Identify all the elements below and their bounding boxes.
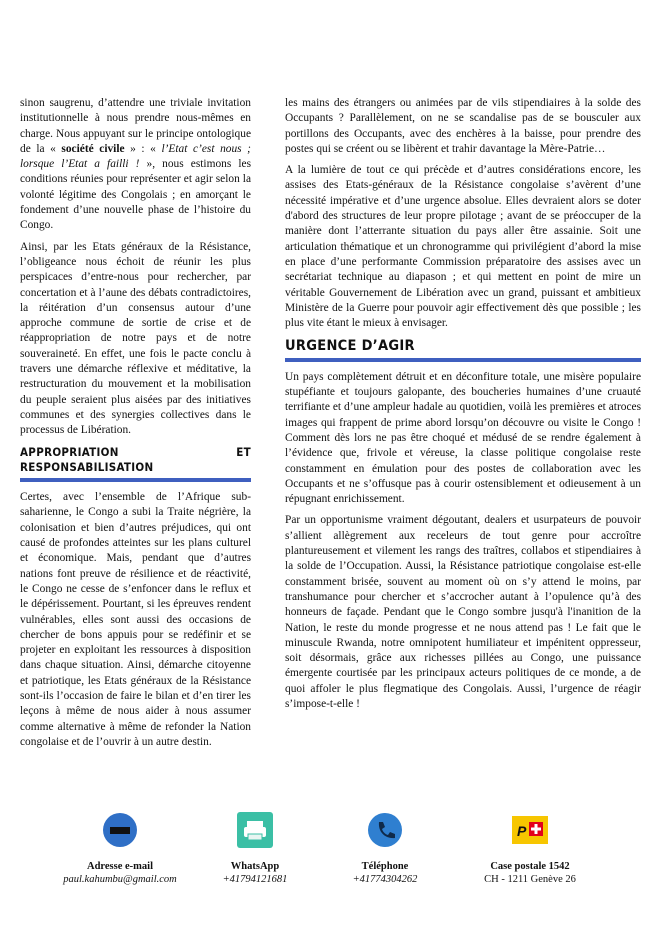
- left-paragraph-2: Ainsi, par les Etats généraux de la Résistance, l’obligeance nous échoit de réunir les plus perspicaces d’entre-nous pour rechercher, par concertation et à l’aune des débats contradictoires, la réitération d’un consensus autour d’une approche commune de sortie de crise et de réappropriation de notre pays et de notre souveraineté. En effet, une fois le pacte conclu à travers une démarche réflexive et méditative, la restructuration du mouvement et la mobilisation du peuple seraient plus aisées par des initiatives communes et des synergies collectives dans le processus de Libération.: [20, 240, 251, 437]
- right-paragraph-1: les mains des étrangers ou animées par de vils stipendiaires à la solde des Occupants ? Parallèlement, on ne se scandalise pas de se bousculer aux portillons des Occupants, avec des enchères à la baisse, pour prendre des postes qui se créent ou se libèrent et trahir davantage la Mère-Patrie…: [285, 97, 641, 155]
- right-paragraph-3: Un pays complètement détruit et en déconfiture totale, une misère populaire stupéfiante et toujours galopante, des boucheries humaines d’une cruauté terrifiante et d’une ampleur hadale au quotidien, voilà les premières et atroces images qui frappent de prime abord lorsqu’on découvre ou visite le Congo ! Comment dès lors ne pas être choqué et médusé de se rendre également à l’évidence que, frivole et véreuse, la classe politique congolaise reste constamment en émulation pour des postes de collaboration avec les Occupants et ne s’offusque pas à courir ostensiblement et odieusement à un répugnant enrichissement.: [285, 370, 641, 506]
- swiss-post-icon: [512, 812, 548, 848]
- heading-rule: [20, 478, 251, 482]
- section-heading-urgence: URGENCE D’AGIR: [285, 338, 415, 355]
- right-column: [285, 96, 641, 718]
- left-column: [20, 96, 251, 756]
- societe-civile-term: société civile: [61, 142, 125, 155]
- heading-rule: [285, 358, 641, 362]
- phone-icon: [367, 812, 403, 848]
- right-paragraph-4: Par un opportunisme vraiment dégoutant, dealers et usurpateurs de pouvoir s’allient allègrement aux receleurs de tout genre pour accroître plantureusement et vilement les rangs des traîtres, collabos et stipendiaires à la solde de l’Occupation. Aussi, la Résistance patriotique congolaise est-elle constamment brisée, souvent au moment où on s’y attend le moins, par transhumance pour chercher et s’accrocher autant à l’opulence qu’à des honneurs de façade. Pendant que le Congo sombre jusqu'à l'inanition de la Nation, le reste du monde progresse et ne nous attend pas ! Le fait que le minuscule Rwanda, notre omnipotent humiliateur et impénitent oppresseur, soit désormais, grâce aux richesses pillées au Congo, une puissance émergente courtisée par les principaux acteurs politiques de ce monde, a de quoi affoler le plus flegmatique des Congolais. Aussi, l’urgence de réagir s’impose-t-elle !: [285, 514, 641, 710]
- email-icon: [102, 812, 138, 848]
- contact-whatsapp[interactable]: WhatsApp +41794121681: [180, 812, 330, 886]
- contact-footer: [0, 812, 661, 922]
- contact-phone[interactable]: Téléphone +41774304262: [310, 812, 460, 886]
- section-heading-appropriation: APPROPRIATION ET RESPONSABILISATION: [20, 444, 251, 474]
- left-paragraph-3: Certes, avec l’ensemble de l’Afrique sub-saharienne, le Congo a subi la Traite négrière, la colonisation et bien d’autres préjudices, qui ont causé de profondes atteintes sur les plans culturel et économique. Mais, pendant que d’autres nations font preuve de résilience et de réactivité, le Congo ne cesse de s’enfoncer dans le reflux et le dépérissement. Pourtant, si les épreuves rendent vulnérables, elles sont aussi des occasions de chercher de bons appuis pour se redéfinir et se projeter en exploitant les ressources à disposition dans chaque situation. Ainsi, démarche citoyenne et patriotique, les Etats généraux de la Résistance sont-ils l’occasion de faire le bilan et d’en tirer les leçons à même de nous aider à nous assumer comme alternative à même de refonder la Nation congolaise et de l’ouvrir à un autre destin.: [20, 491, 251, 748]
- svg-text:P: P: [517, 823, 527, 839]
- quote-italic: l’Etat c’est nous ; lorsque l’Etat a failli !: [20, 142, 251, 171]
- right-paragraph-2: A la lumière de tout ce qui précède et d’autres considérations encore, les assises des Etats-généraux de la Résistance congolaise s’avèrent d’une nécessité impérative et d’une urgence absolue. Elles devraient alors se doter d'abord des structures de leur propre pilotage ; avant de se préoccuper de la manière dont l’atterrante situation du pays aller être assainie. Soit une articulation thématique et un chronogramme qui privilégient d’abord la mise en place d’une performante Commission préparatoire des assises avec un secrétariat technique au diapason ; et qui mettent en point de mire un véritable Gouvernement de Libération avec un grand, puissant et ambitieux Ministère de la Guerre pour pouvoir agir effectivement dès que possible ; les plus vite étant le mieux à envisager.: [285, 164, 641, 330]
- contact-postbox[interactable]: P Case postale 1542 CH - 1211 Genève 26: [455, 812, 605, 886]
- whatsapp-icon: [237, 812, 273, 848]
- left-paragraph-1: sinon saugrenu, d’attendre une triviale invitation institutionnelle à nous prendre nous-mêmes en charge. Nous appuyant sur le principe ontologique de la « société civile » : « l’Etat c’est nous ; lorsque l’Etat a failli ! », nous estimons les conditions réunies pour représenter et agir selon la volonté légitime des Congolais ; en amorçant le fondement d’une nouvelle phase de l’histoire du Congo.: [20, 97, 251, 232]
- contact-email[interactable]: Adresse e-mail paul.kahumbu@gmail.com: [45, 812, 195, 886]
